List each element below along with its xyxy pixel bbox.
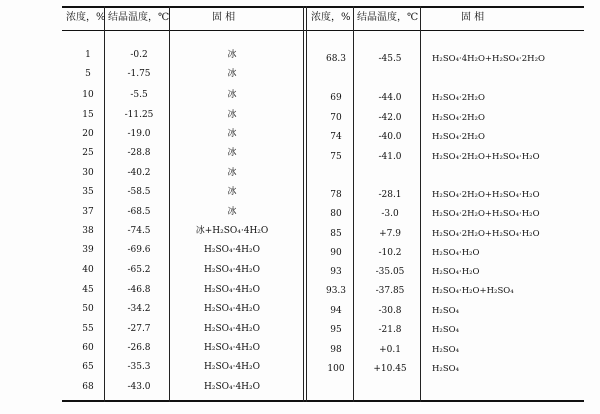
temp-cell: -45.5 xyxy=(378,54,402,64)
conc-cell: 50 xyxy=(82,304,94,314)
phase-cell: 冰 xyxy=(227,110,237,120)
temp-cell: -41.0 xyxy=(378,152,402,162)
header-rule xyxy=(62,30,584,31)
temp-cell: -26.8 xyxy=(127,343,151,353)
conc-cell: 100 xyxy=(327,364,345,374)
phase-cell: H₂SO₄·4H₂O xyxy=(203,245,261,255)
phase-cell: H₂SO₄·H₂O xyxy=(432,248,480,258)
conc-cell: 93.3 xyxy=(325,286,347,296)
header-phase-right: 固 相 xyxy=(461,12,485,23)
temp-cell: -65.2 xyxy=(127,265,151,275)
phase-cell: H₂SO₄ xyxy=(432,364,460,374)
phase-cell: 冰 xyxy=(227,50,237,60)
phase-cell: 冰 xyxy=(227,69,237,79)
phase-cell: 冰 xyxy=(227,168,237,178)
phase-cell: 冰 xyxy=(227,207,237,217)
temp-cell: -19.0 xyxy=(127,129,151,139)
phase-cell: H₂SO₄·2H₂O+H₂SO₄·H₂O xyxy=(432,152,540,162)
phase-cell: H₂SO₄·2H₂O+H₂SO₄·H₂O xyxy=(432,229,540,239)
conc-cell: 70 xyxy=(330,113,342,123)
temp-cell: -40.2 xyxy=(127,168,151,178)
header-phase-left: 固 相 xyxy=(212,12,236,23)
phase-cell: 冰+H₂SO₄·4H₂O xyxy=(195,226,269,236)
temp-cell: -42.0 xyxy=(378,113,402,123)
col-divider-mid-a xyxy=(303,6,304,402)
temp-cell: -35.05 xyxy=(375,267,405,277)
phase-cell: H₂SO₄·2H₂O xyxy=(432,132,485,142)
phase-cell: H₂SO₄·4H₂O xyxy=(203,304,261,314)
phase-cell: H₂SO₄·2H₂O+H₂SO₄·H₂O xyxy=(432,209,540,219)
temp-cell: +0.1 xyxy=(379,345,401,355)
conc-cell: 1 xyxy=(85,50,91,60)
conc-cell: 74 xyxy=(330,132,342,142)
temp-cell: -69.6 xyxy=(127,245,151,255)
temp-cell: +10.45 xyxy=(373,364,407,374)
phase-cell: H₂SO₄ xyxy=(432,325,460,335)
temp-cell: -37.85 xyxy=(375,286,405,296)
phase-cell: H₂SO₄ xyxy=(432,345,460,355)
conc-cell: 80 xyxy=(330,209,342,219)
temp-cell: -28.8 xyxy=(127,148,151,158)
phase-cell: H₂SO₄·H₂O xyxy=(432,267,480,277)
temp-cell: -0.2 xyxy=(130,50,148,60)
phase-cell: H₂SO₄ xyxy=(432,306,460,316)
conc-cell: 45 xyxy=(82,285,94,295)
bottom-rule xyxy=(62,400,584,402)
phase-cell: H₂SO₄·4H₂O xyxy=(203,362,261,372)
conc-cell: 25 xyxy=(82,148,94,158)
col-divider-mid-b xyxy=(306,6,307,402)
conc-cell: 30 xyxy=(82,168,94,178)
temp-cell: -30.8 xyxy=(378,306,402,316)
phase-cell: H₂SO₄·2H₂O xyxy=(432,113,485,123)
temp-cell: -40.0 xyxy=(378,132,402,142)
phase-cell: H₂SO₄·4H₂O xyxy=(203,343,261,353)
phase-cell: H₂SO₄·2H₂O xyxy=(432,93,485,103)
phase-cell: H₂SO₄·4H₂O xyxy=(203,265,261,275)
header-temp-left: 结晶温度，℃ xyxy=(108,12,170,23)
temp-cell: -46.8 xyxy=(127,285,151,295)
conc-cell: 69 xyxy=(330,93,342,103)
temp-cell: -1.75 xyxy=(127,69,151,79)
temp-cell: -58.5 xyxy=(127,187,151,197)
header-conc-right: 浓度，% xyxy=(311,12,351,23)
temp-cell: -5.5 xyxy=(130,90,148,100)
temp-cell: -74.5 xyxy=(127,226,151,236)
conc-cell: 10 xyxy=(82,90,94,100)
temp-cell: -44.0 xyxy=(378,93,402,103)
temp-cell: -3.0 xyxy=(381,209,399,219)
temp-cell: +7.9 xyxy=(379,229,401,239)
conc-cell: 60 xyxy=(82,343,94,353)
phase-cell: H₂SO₄·4H₂O+H₂SO₄·2H₂O xyxy=(432,54,545,64)
conc-cell: 68.3 xyxy=(325,54,347,64)
conc-cell: 68 xyxy=(82,382,94,392)
conc-cell: 20 xyxy=(82,129,94,139)
phase-cell: H₂SO₄·H₂O+H₂SO₄ xyxy=(432,286,514,296)
phase-cell: 冰 xyxy=(227,187,237,197)
conc-cell: 37 xyxy=(82,207,94,217)
top-rule xyxy=(62,6,584,8)
phase-cell: 冰 xyxy=(227,148,237,158)
phase-cell: 冰 xyxy=(227,90,237,100)
phase-cell: 冰 xyxy=(227,129,237,139)
header-temp-right: 结晶温度，℃ xyxy=(357,12,419,23)
conc-cell: 94 xyxy=(330,306,342,316)
col-divider-2 xyxy=(169,6,170,402)
header-conc-left: 浓度，% xyxy=(66,12,106,23)
conc-cell: 98 xyxy=(330,345,342,355)
conc-cell: 15 xyxy=(82,110,94,120)
conc-cell: 55 xyxy=(82,324,94,334)
conc-cell: 75 xyxy=(330,152,342,162)
conc-cell: 95 xyxy=(330,325,342,335)
phase-cell: H₂SO₄·4H₂O xyxy=(203,285,261,295)
col-divider-5 xyxy=(420,6,421,402)
temp-cell: -28.1 xyxy=(378,190,402,200)
conc-cell: 5 xyxy=(85,69,91,79)
temp-cell: -35.3 xyxy=(127,362,151,372)
phase-cell: H₂SO₄·4H₂O xyxy=(203,382,261,392)
temp-cell: -21.8 xyxy=(378,325,402,335)
conc-cell: 35 xyxy=(82,187,94,197)
phase-cell: H₂SO₄·2H₂O+H₂SO₄·H₂O xyxy=(432,190,540,200)
temp-cell: -10.2 xyxy=(378,248,402,258)
conc-cell: 65 xyxy=(82,362,94,372)
conc-cell: 90 xyxy=(330,248,342,258)
temp-cell: -27.7 xyxy=(127,324,151,334)
conc-cell: 38 xyxy=(82,226,94,236)
temp-cell: -43.0 xyxy=(127,382,151,392)
col-divider-1 xyxy=(104,6,105,402)
temp-cell: -34.2 xyxy=(127,304,151,314)
phase-cell: H₂SO₄·4H₂O xyxy=(203,324,261,334)
conc-cell: 39 xyxy=(82,245,94,255)
temp-cell: -11.25 xyxy=(124,110,154,120)
col-divider-4 xyxy=(353,6,354,402)
temp-cell: -68.5 xyxy=(127,207,151,217)
conc-cell: 85 xyxy=(330,229,342,239)
conc-cell: 78 xyxy=(330,190,342,200)
conc-cell: 40 xyxy=(82,265,94,275)
conc-cell: 93 xyxy=(330,267,342,277)
